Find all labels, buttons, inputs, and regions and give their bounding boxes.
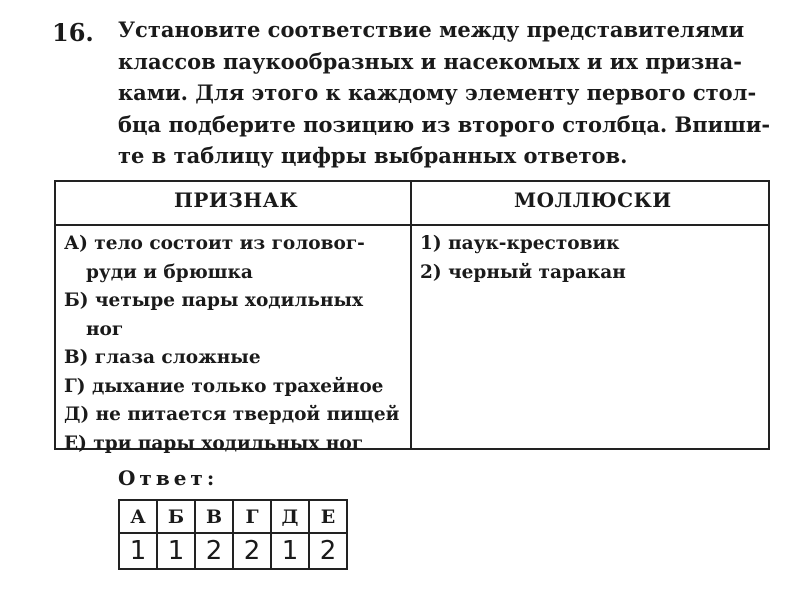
question-line: Установите соответствие между представителями [118,17,745,42]
feature-item-b: Б) четыре пары ходильных [64,290,364,311]
answer-letters-row [119,500,347,533]
feature-item-b-cont: ног [86,318,124,340]
left-column-header: ПРИЗНАК [174,188,299,212]
question-line: те в таблицу цифры выбранных ответов. [118,143,628,168]
answer-label: Ответ: [118,466,219,490]
animal-item-2: 2) черный таракан [420,261,626,283]
answer-value[interactable]: 1 [119,533,157,569]
feature-item-d: Д) не питается твердой пищей [64,404,400,425]
matching-table [54,180,770,454]
answer-value[interactable]: 1 [271,533,309,569]
feature-item-a: А) тело состоит из головог- [64,233,365,254]
answer-value[interactable]: 2 [309,533,347,569]
answer-table [118,499,348,570]
answer-letter: А [119,500,157,533]
feature-item-g: Г) дыхание только трахейное [64,375,384,397]
feature-item-a-cont: руди и брюшка [86,261,253,283]
answer-letter: Г [233,500,271,533]
answer-value[interactable]: 2 [233,533,271,569]
right-column-header: МОЛЛЮСКИ [514,188,672,212]
question-text [118,14,778,172]
question-line: классов паукообразных и насекомых и их призна- [118,48,742,74]
question-line: ками. Для этого к каждому элементу первого стол- [118,80,757,105]
animal-list [420,230,760,287]
answer-letter: Д [271,500,309,533]
feature-item-v: В) глаза сложные [64,347,261,368]
animal-item-1: 1) паук-крестовик [420,233,620,254]
answer-letter: Е [309,500,347,533]
answer-values-row [119,533,347,569]
answer-letter: В [195,500,233,533]
column-divider [410,182,412,448]
feature-item-e: Е) три пары ходильных ног [64,432,364,454]
answer-value[interactable]: 1 [157,533,195,569]
question-number: 16. [52,18,94,47]
question-line: бца подберите позицию из второго столбца. Впиши- [118,111,771,137]
feature-list [64,230,406,458]
answer-value[interactable]: 2 [195,533,233,569]
answer-letter: Б [157,500,195,533]
